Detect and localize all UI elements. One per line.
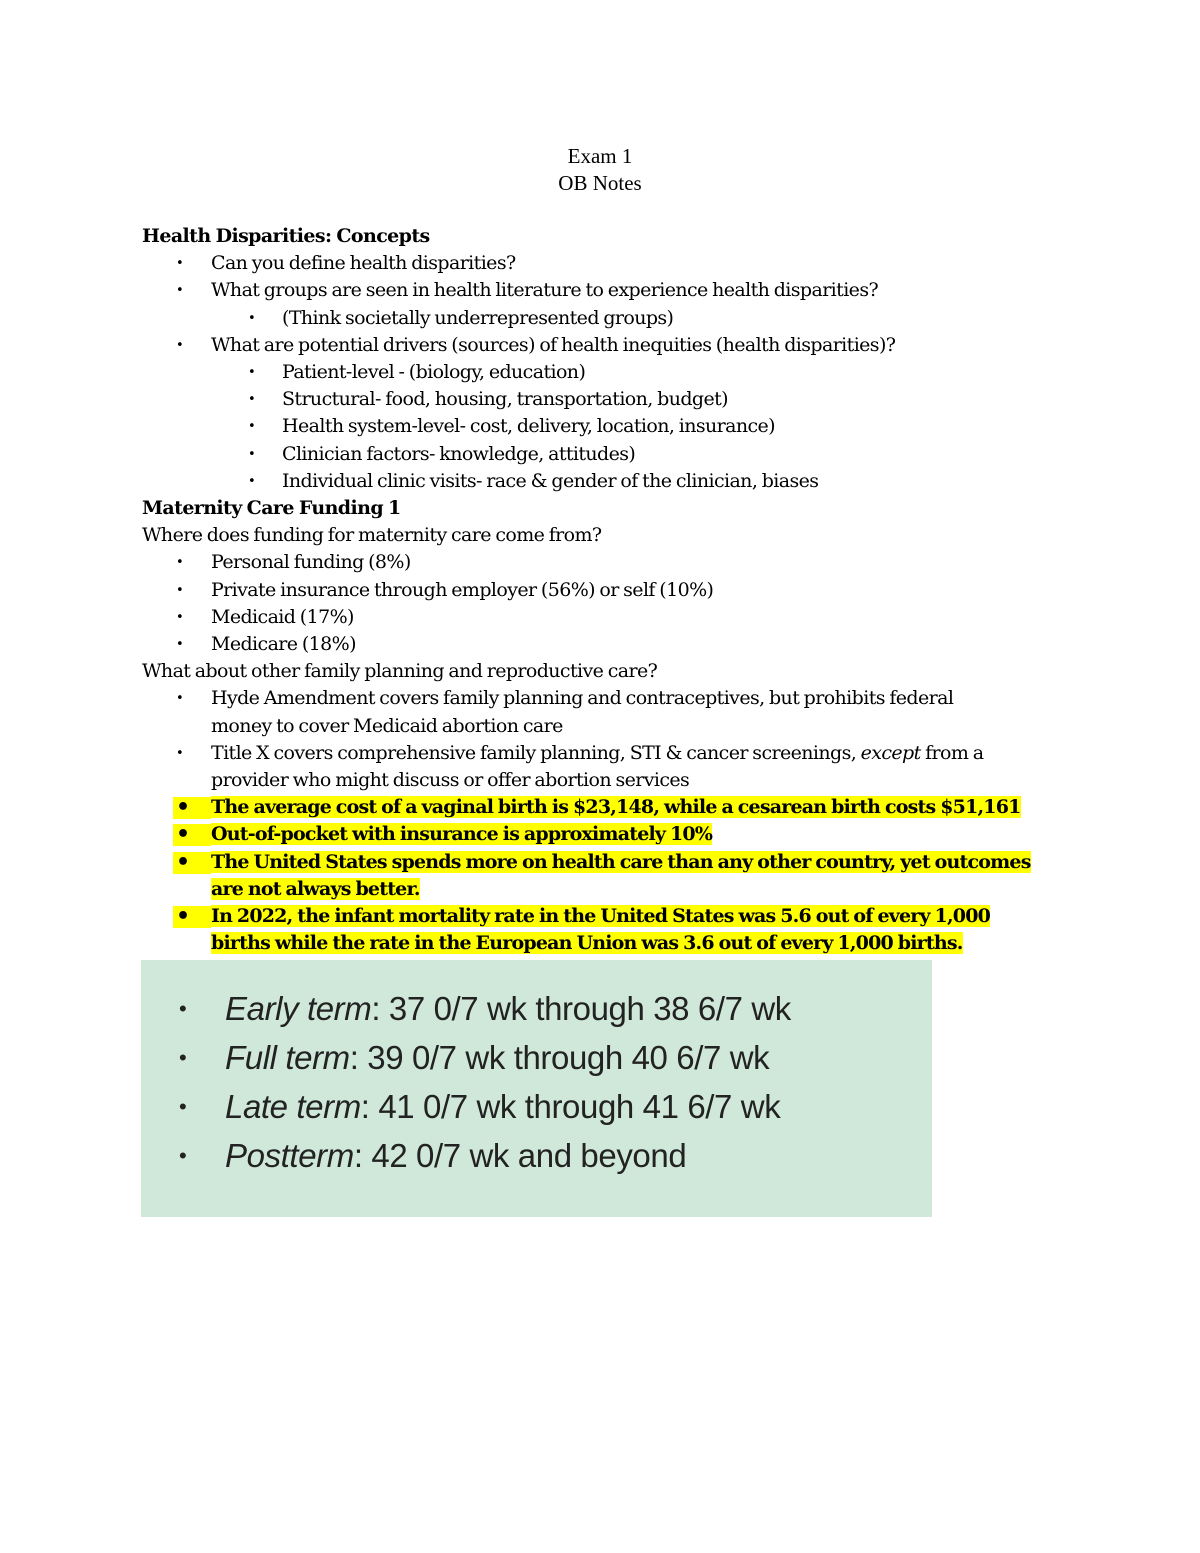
highlighted-list-item: • In 2022, the infant mortality rate in the United States was 5.6 out of every 1,000 births while the rate in the European Union was 3.6 out of every 1,000 births. (142, 903, 1102, 957)
list-item: • (Think societally underrepresented groups) (142, 305, 1102, 332)
document-subtitle: OB Notes (558, 171, 642, 195)
list-item: • Can you define health disparities? (142, 250, 1102, 277)
list-item: • Clinician factors- knowledge, attitudes) (142, 441, 1102, 468)
bullet-icon: • (176, 637, 184, 653)
list-item: • Medicare (18%) (142, 631, 1102, 658)
list-item: • Personal funding (8%) (142, 549, 1102, 576)
bullet-icon: • (179, 996, 187, 1021)
list-item: • Hyde Amendment covers family planning and contraceptives, but prohibits federal money to cover Medicaid abortion care (176, 687, 954, 737)
bullet-icon: • (176, 904, 190, 930)
term-item-postterm: • Postterm: 42 0/7 wk and beyond (141, 1131, 932, 1180)
bullet-icon: • (176, 745, 184, 761)
highlighted-list-item: • The average cost of a vaginal birth is $23,148, while a cesarean birth costs $51,161 (142, 794, 1102, 821)
family-planning-question: What about other family planning and reproductive care? (142, 660, 658, 683)
bullet-icon: • (176, 256, 184, 272)
list-item: • Health system-level- cost, delivery, location, insurance) (142, 413, 1102, 440)
highlighted-list-item: • Out-of-pocket with insurance is approximately 10% (142, 821, 1102, 848)
term-item-early: • Early term: 37 0/7 wk through 38 6/7 wk (141, 984, 932, 1033)
bullet-icon: • (248, 392, 256, 408)
bullet-icon: • (179, 1045, 187, 1070)
term-item-full: • Full term: 39 0/7 wk through 40 6/7 wk (141, 1033, 932, 1082)
list-item: • Title X covers comprehensive family planning, STI & cancer screenings, except from a provider who might discuss or offer abortion services (176, 741, 984, 792)
list-item: • What are potential drivers (sources) of health inequities (health disparities)? (142, 332, 1102, 359)
bullet-icon: • (248, 473, 256, 489)
funding-question: Where does funding for maternity care come from? (142, 524, 602, 547)
bullet-icon: • (248, 310, 256, 326)
list-item: • Structural- food, housing, transportation, budget) (142, 386, 1102, 413)
bullet-icon: • (176, 609, 184, 625)
bullet-icon: • (248, 446, 256, 462)
bullet-icon: • (176, 822, 190, 848)
list-item: • Patient-level - (biology, education) (142, 359, 1102, 386)
list-item: • Individual clinic visits- race & gender of the clinician, biases (142, 468, 1102, 495)
bullet-icon: • (179, 1094, 187, 1119)
bullet-icon: • (176, 582, 184, 598)
term-item-late: • Late term: 41 0/7 wk through 41 6/7 wk (141, 1082, 932, 1131)
bullet-icon: • (176, 795, 190, 821)
list-item: • Private insurance through employer (56%) or self (10%) (142, 577, 1102, 604)
section-heading-maternity-funding: Maternity Care Funding 1 (142, 497, 401, 520)
bullet-icon: • (176, 337, 184, 353)
notes-content (142, 223, 1102, 957)
family-planning-list (142, 685, 1102, 957)
gestation-term-image (141, 960, 932, 1217)
bullet-icon: • (176, 691, 184, 707)
funding-sources-list (142, 549, 1102, 658)
list-item: • Medicaid (17%) (142, 604, 1102, 631)
bullet-icon: • (179, 1143, 187, 1168)
highlighted-list-item: • The United States spends more on health care than any other country, yet outcomes are not always better. (142, 849, 1102, 903)
bullet-icon: • (248, 419, 256, 435)
document-title: Exam 1 (567, 144, 633, 168)
bullet-icon: • (176, 849, 190, 875)
bullet-icon: • (248, 365, 256, 381)
list-item: • What groups are seen in health literature to experience health disparities? (142, 277, 1102, 304)
gestation-term-list (141, 984, 932, 1180)
bullet-icon: • (176, 555, 184, 571)
title-block (0, 143, 1200, 197)
section-heading-health-disparities: Health Disparities: Concepts (142, 225, 430, 247)
bullet-icon: • (176, 283, 184, 299)
health-disparities-list (142, 250, 1102, 495)
